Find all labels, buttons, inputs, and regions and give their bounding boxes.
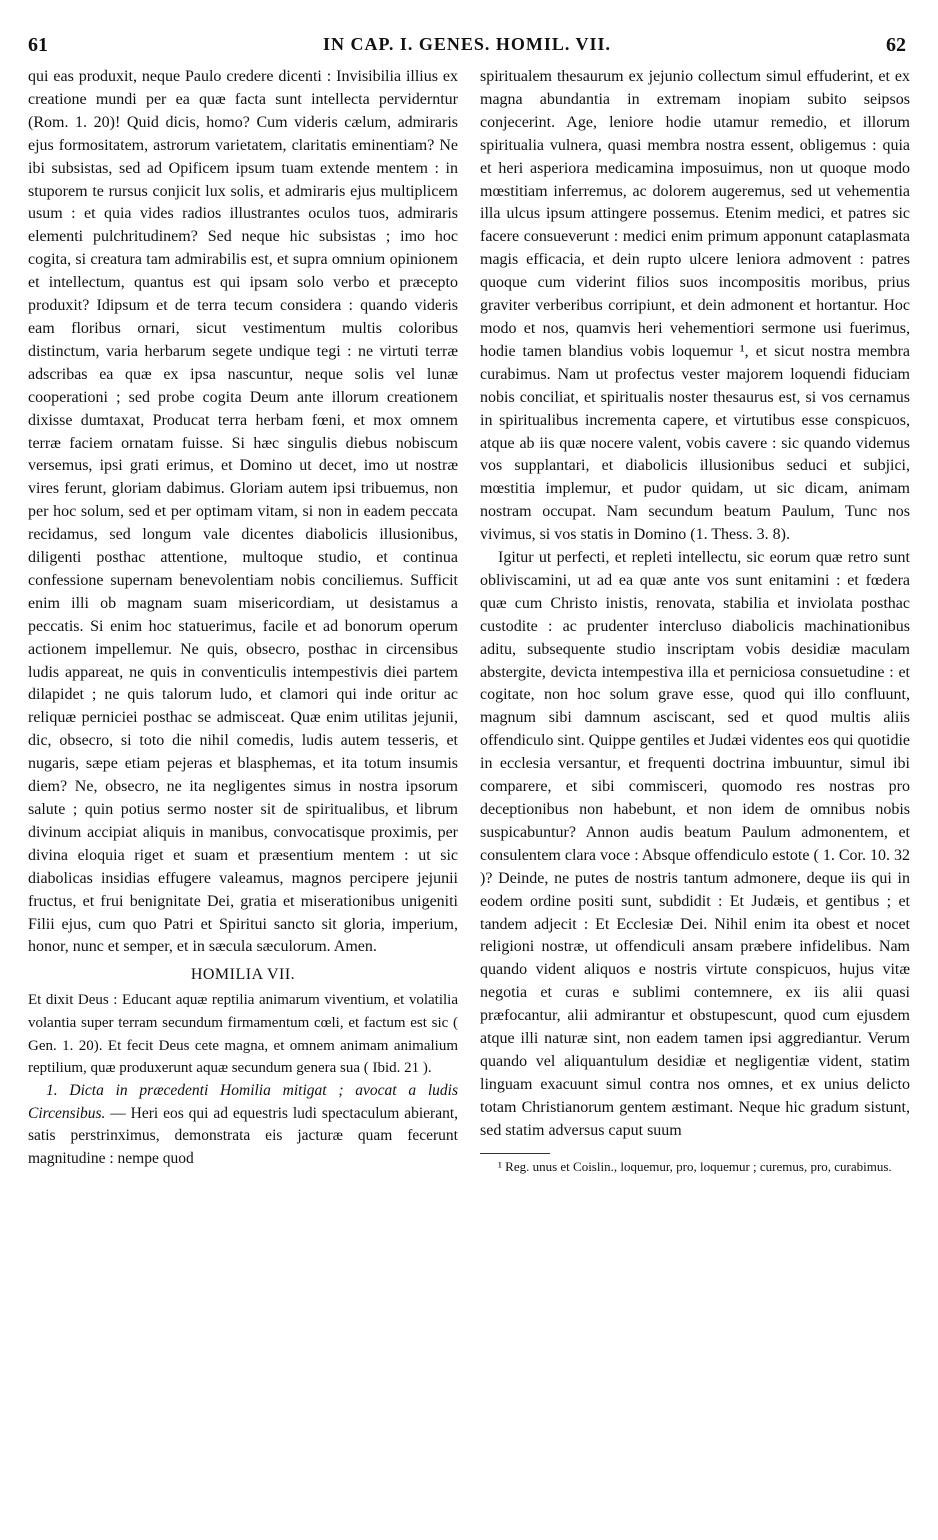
right-paragraph-1: spiritualem thesaurum ex jejunio collectum simul effuderint, et ex magna abundantia in extremam inopiam subito seipsos conjecerint. Age, leniore hodie utamur remedio, et illorum spiritualia vulnera, quasi membra nostra essent, obligemus : quia et heri asperiora medicamina imposuimus, non ut quoque modo mœstitiam inferremus, ac dolorem augeremus, sed ut vehementia illa ulcus ipsum attingere possemus. Etenim medici, et patres sic facere consueverunt : medici enim primum apponunt cataplasmata magis efficacia, et dein rupto ulcere leniora admovent : patres quoque cum viderint filios suos incompositis moribus, prius graviter verberibus corripiunt, et dein admonent et hortantur. Hoc modo et nos, quamvis heri vehementiori sermone usi fuerimus, hodie tamen blandius vobis loquemur ¹, et sicut nostra membra curabimus. Nam ut profectus vester majorem loquendi fiduciam nobis conciliat, et spiritualis noster thesaurus est, si vos cernamus in spiritualibus incrementa capere, et virtutibus esse conspicuos, atque ab iis quæ nocere valent, vobis cavere : sic quando videmus vos supplantari, et diabolicis illusionibus seduci et subjici, mœstitia implemur, et pudor quidam, ut sic dicam, animam nostram occupat. Nam secundum beatum Paulum, Tunc nos vivimus, si vos statis in Domino (1. Thess. 3. 8). xyxy=(480,68,910,544)
running-header xyxy=(28,34,906,58)
footnote: ¹ Reg. unus et Coislin., loquemur, pro, loquemur ; curemus, pro, curabimus. xyxy=(498,1158,892,1174)
left-column xyxy=(28,66,458,1170)
section-1-lead: 1. Dicta in præcedenti Homilia mitigat ; avocat a ludis Circensibus. xyxy=(28,1082,458,1122)
page-number-right: 62 xyxy=(886,34,906,56)
left-paragraph-1: qui eas produxit, neque Paulo credere dicenti : Invisibilia illius ex creatione mundi per ea quæ facta sunt intellecta perviderntur (Rom. 1. 20)! Quid dicis, homo? Cum videris cælum, admiraris ejus formositatem, astrorum varietatem, claritatis eminentiam? Ne ibi subsistas, sed ad Opificem ipsum tuam extende mentem : in stuporem te rursus conjicit lux solis, et admiraris ejus multiplicem usum : et quia vides radios illustrantes oculos tuos, admiraris elementi pulchritudinem? Sed neque hic subsistas ; imo hoc cogita, si creatura tam admirabilis est, et supra omnium opinionem et intellectum, quantus est qui ipsam solo verbo et præcepto produxit? Idipsum et de terra tecum considera : quando videris eam floribus ornari, sicut vestimentum multis coloribus distinctum, varia herbarum segete undique tegi : ne virtuti terræ adscribas ea quæ ex ipsa nascuntur, neque solis vel lunæ cooperationi ; sed probe cogita Deum ante illorum creationem dixisse dumtaxat, Producat terra herbam fœni, et mox omnem terræ faciem ornatam fuisse. Si hæc singulis diebus nobiscum versemus, ipsi grati erimus, et Domino ut decet, imo ut nostræ vires ferunt, gloriam dabimus. Gloriam autem ipsi tribuemus, non per hoc solum, sed et per optimam vitam, si non in eadem peccata recidamus, sed longum vale dicentes diabolicis illusionibus, diligenti posthac attentione, multoque studio, et continua confessione supernam benevolentiam nobis conciliemus. Sufficit enim illi ob magnam suam misericordiam, ut desistamus a peccatis. Si enim hoc statuerimus, facile et ad bonorum operum actionem impellemur. Ne quis, obsecro, posthac in circensibus ludis appareat, ne quis in conventiculis intempestivis diei partem dilapidet ; ne quis talorum ludo, et clamori qui inde oritur ac reliquæ perniciei posthac se admisceat. Quæ enim utilitas jejunii, dic, obsecro, si toto die nihil comedis, ludis autem tesseris, et nugaris, sæpe etiam pejeras et blasphemas, et ita totum insumis diem? Ne, obsecro, ne ita negligentes simus in nostra ipsorum salute ; quin potius sermo noster sit de spiritualibus, et librum divinum accipiat aliquis in manibus, convocatisque proximis, per divina eloquia riget et suam et præsentium mentem : ut sic diabolicas insidias effugere valeamus, magnos percipere jejunii fructus, et frui benignitate Dei, gratia et miserationibus unigeniti Filii ejus, cum quo Patri et Spiritui sancto sit gloria, imperium, honor, nunc et semper, et in sæcula sæculorum. Amen. xyxy=(28,68,458,956)
genesis-quote: Et dixit Deus : Educant aquæ reptilia animarum viventium, et volatilia volantia super terram secundum firmamentum cœli, et factum est sic ( Gen. 1. 20). Et fecit Deus cete magna, et omnem animam animalium reptilium, quæ produxerunt aquæ secundum genera sua ( Ibid. 21 ). xyxy=(28,992,458,1077)
section-1-paragraph xyxy=(28,1080,458,1170)
section-1-text: — Heri eos qui ad equestris ludi spectaculum abierant, satis perstrinximus, demonstrata eis jacturæ quam fecerunt magnitudine : nempe quod xyxy=(28,1104,459,1167)
homily-heading: HOMILIA VII. xyxy=(190,966,296,984)
right-column xyxy=(480,66,910,1175)
right-paragraph-2: Igitur ut perfecti, et repleti intellectu, sic eorum quæ retro sunt obliviscamini, ut ad ea quæ ante vos sunt enitamini : et fœdera quæ cum Christo inistis, renovata, stabilia et inviolata posthac custodite : ac prudenter intercluso diabolicis machinationibus aditu, subsequente studio inscriptam vobis desidiæ maculam abstergite, devicta intempestiva illa et perniciosa consuetudine : et cogitate, non hoc solum grave esse, quod qui illo confluunt, magnum sibi damnum asciscant, sed et quod multis aliis offendiculo sint. Quippe gentiles et Judæi videntes eos qui quotidie in ecclesia versantur, et frequenti doctrina imbuuntur, simul ibi comparere, et sibi commisceri, quomodo res nostras pro deceptionibus non habebunt, et non idem de omnibus nobis suspicabuntur? Annon audis beatum Paulum admonentem, et consulentem clara voce : Absque offendiculo estote ( 1. Cor. 10. 32 )? Deinde, ne putes de nostris tantum admonere, deque iis qui in eodem ordine positi sunt, subdidit : Et Judæis, et gentibus ; et tandem adjecit : Et Ecclesiæ Dei. Nihil enim ita obest et nocet religioni nostræ, ut offendiculi ansam præbere infidelibus. Nam quando vident aliquos e nostris virtute conspicuos, hujus vitæ negotia et curas e sublimi contemnere, ex iis alii quasi præfocantur, alii admirantur et obstupescunt, quod cum ejusdem atque illi naturæ sint, non eadem tamen ipsi aggrediantur. Verum quando vel aliquantulum desidiæ et negligentiæ vident, statim linguam exacuunt simul contra nos omnes, et ex unius delicto totam Christianorum gentem æstimant. Neque hic gradum sistunt, sed statim adversus caput suum xyxy=(480,549,910,1139)
footnote-divider xyxy=(480,1153,550,1154)
running-title: IN CAP. I. GENES. HOMIL. VII. xyxy=(322,34,612,54)
page-number-left: 61 xyxy=(28,34,48,56)
